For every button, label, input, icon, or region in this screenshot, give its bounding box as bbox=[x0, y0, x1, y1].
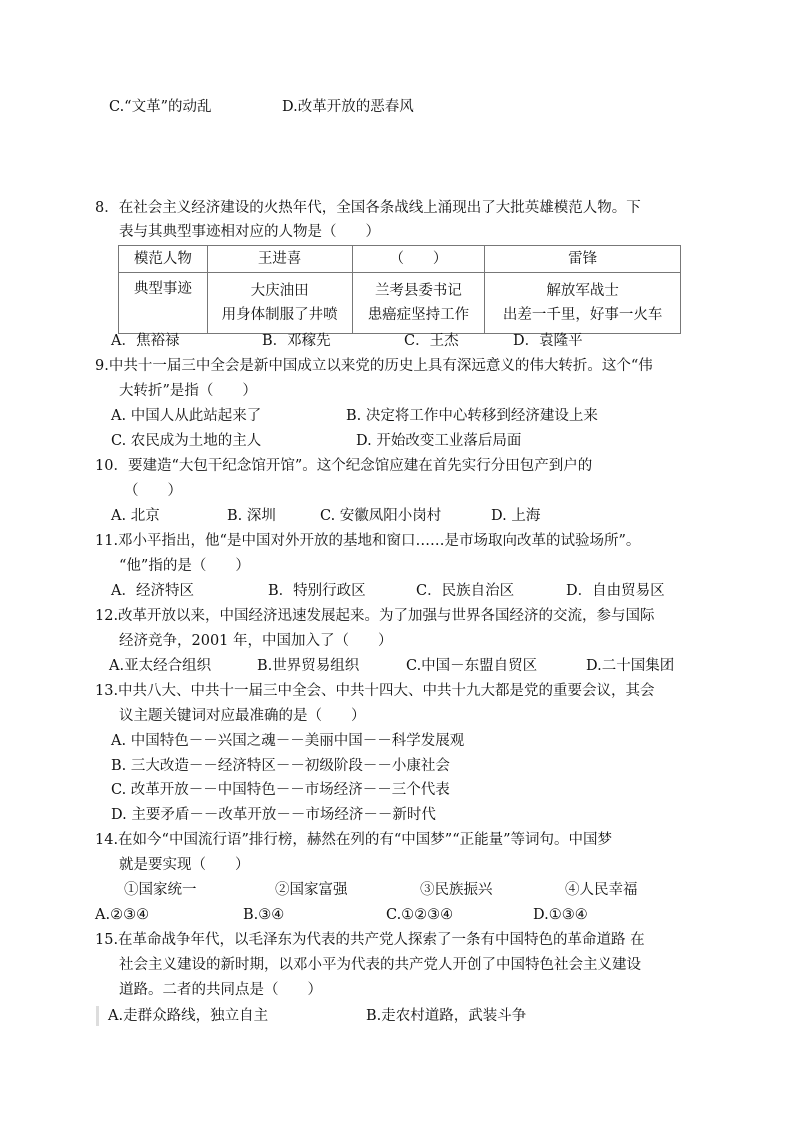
q9-option-c: C. 农民成为土地的主人 bbox=[111, 433, 262, 449]
q10-option-a: A. 北京 bbox=[111, 508, 160, 524]
hero-deed-line: 患癌症坚持工作 bbox=[367, 307, 470, 323]
q14-stem-line1: 14.在如今“中国流行语”排行榜，赫然在列的有“中国梦”“正能量”等词句。中国梦 bbox=[95, 832, 613, 848]
q12-option-a: A.亚太经合组织 bbox=[109, 658, 212, 674]
q15-option-b: B.走农村道路，武装斗争 bbox=[366, 1008, 527, 1024]
q9-stem-line1: 9.中共十一届三中全会是新中国成立以来党的历史上具有深远意义的伟大转折。这个“伟 bbox=[95, 358, 653, 374]
q10-option-d: D. 上海 bbox=[491, 508, 541, 524]
hero-table-row-label: 典型事迹 bbox=[119, 273, 208, 334]
q11-stem-line2: “他”指的是（ ） bbox=[119, 558, 250, 574]
q10-stem-line1: 10．要建造“大包干纪念馆开馆”。这个纪念馆应建在首先实行分田包产到户的 bbox=[95, 458, 593, 474]
q13-option-d: D. 主要矛盾－－改革开放－－市场经济－－新时代 bbox=[111, 807, 436, 823]
q11-stem-line1: 11.邓小平指出，他“是中国对外开放的基地和窗口……是市场取向改革的试验场所”。 bbox=[95, 533, 641, 549]
q11-option-b: B．特别行政区 bbox=[268, 583, 366, 599]
q12-stem-line1: 12.改革开放以来，中国经济迅速发展起来。为了加强与世界各国经济的交流，参与国际 bbox=[95, 608, 655, 624]
hero-table-cell bbox=[207, 273, 352, 334]
q11-option-c: C．民族自治区 bbox=[416, 583, 515, 599]
hero-table-header-row bbox=[119, 246, 681, 273]
q10-option-c: C. 安徽凤阳小岗村 bbox=[320, 508, 442, 524]
q10-option-b: B. 深圳 bbox=[227, 508, 276, 524]
q8-option-a: A．焦裕禄 bbox=[111, 333, 180, 349]
q13-option-a: A. 中国特色－－兴国之魂－－美丽中国－－科学发展观 bbox=[111, 733, 465, 749]
q7-option-d: D.改革开放的恶春风 bbox=[282, 99, 414, 115]
q14-item-3: ③民族振兴 bbox=[420, 882, 493, 898]
q14-stem-line2: 就是要实现（ ） bbox=[119, 857, 250, 873]
hero-table-header-cell: 模范人物 bbox=[119, 246, 208, 273]
q14-option-d: D.①③④ bbox=[533, 907, 588, 923]
q14-option-c: C.①②③④ bbox=[386, 907, 454, 923]
q13-option-c: C. 改革开放－－中国特色－－市场经济－－三个代表 bbox=[111, 782, 450, 798]
q7-option-c: C.“文革”的动乱 bbox=[109, 99, 212, 115]
q14-option-b: B.③④ bbox=[243, 907, 285, 923]
q13-option-b: B. 三大改造－－经济特区－－初级阶段－－小康社会 bbox=[111, 758, 450, 774]
hero-table-header-cell: 王进喜 bbox=[207, 246, 352, 273]
q14-item-2: ②国家富强 bbox=[275, 882, 348, 898]
hero-table-cell bbox=[485, 273, 681, 334]
q15-stem-line1: 15.在革命战争年代，以毛泽东为代表的共产党人探索了一条有中国特色的革命道路 在 bbox=[95, 932, 645, 948]
q8-option-b: B．邓稼先 bbox=[262, 333, 331, 349]
q15-option-a: A.走群众路线，独立自主 bbox=[108, 1008, 269, 1024]
q12-option-b: B.世界贸易组织 bbox=[257, 658, 360, 674]
q13-stem-line1: 13.中共八大、中共十一届三中全会、中共十四大、中共十九大都是党的重要会议，其会 bbox=[95, 683, 655, 699]
q14-item-1: ①国家统一 bbox=[124, 882, 197, 898]
hero-deed-line: 解放军战士 bbox=[546, 283, 619, 299]
q8-option-d: D．袁隆平 bbox=[513, 333, 583, 349]
hero-deed-line: 大庆油田 bbox=[250, 283, 309, 299]
q10-stem-line2: （ ） bbox=[124, 483, 182, 499]
margin-mark bbox=[96, 1006, 99, 1026]
hero-table-header-cell: （ ） bbox=[352, 246, 485, 273]
q9-option-b: B. 决定将工作中心转移到经济建设上来 bbox=[346, 408, 598, 424]
q12-stem-line2: 经济竞争，2001 年，中国加入了（ ） bbox=[119, 633, 393, 649]
q13-stem-line2: 议主题关键词对应最准确的是（ ） bbox=[119, 708, 366, 724]
q15-stem-line2: 社会主义建设的新时期，以邓小平为代表的共产党人开创了中国特色社会主义建设 bbox=[119, 957, 641, 973]
hero-deed-line: 兰考县委书记 bbox=[374, 283, 462, 299]
hero-deed-line: 出差一千里，好事一火车 bbox=[502, 307, 663, 323]
hero-table bbox=[118, 245, 681, 334]
q11-option-a: A．经济特区 bbox=[111, 583, 194, 599]
q12-option-d: D.二十国集团 bbox=[586, 658, 675, 674]
q8-stem-line2: 表与其典型事迹相对应的人物是（ ） bbox=[119, 224, 380, 240]
q11-option-d: D．自由贸易区 bbox=[566, 583, 665, 599]
q9-option-d: D. 开始改变工业落后局面 bbox=[356, 433, 522, 449]
q15-stem-line3: 道路。二者的共同点是（ ） bbox=[119, 982, 322, 998]
q9-option-a: A. 中国人从此站起来了 bbox=[111, 408, 262, 424]
hero-deed-line: 用身体制服了井喷 bbox=[221, 307, 338, 323]
hero-table-deeds-row bbox=[119, 273, 681, 334]
q14-option-a: A.②③④ bbox=[95, 907, 150, 923]
hero-table-header-cell: 雷锋 bbox=[485, 246, 681, 273]
q8-stem-line1: 8．在社会主义经济建设的火热年代，全国各条战线上涌现出了大批英雄模范人物。下 bbox=[95, 200, 641, 216]
q12-option-c: C.中国－东盟自贸区 bbox=[406, 658, 538, 674]
hero-table-cell bbox=[352, 273, 485, 334]
q9-stem-line2: 大转折”是指（ ） bbox=[119, 383, 257, 399]
q14-item-4: ④人民幸福 bbox=[565, 882, 638, 898]
q8-option-c: C．王杰 bbox=[404, 333, 459, 349]
